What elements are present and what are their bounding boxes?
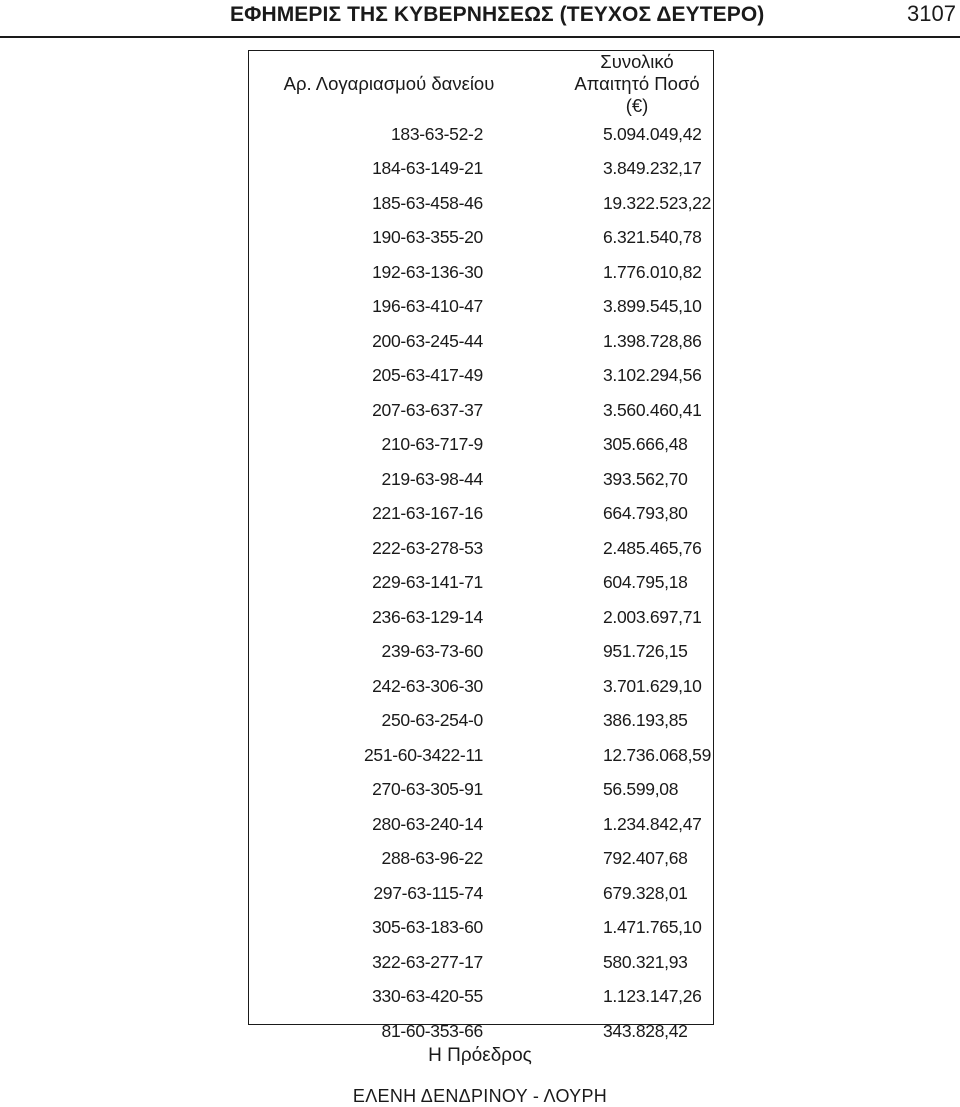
table-row [249, 704, 713, 739]
account-number-cell: 280-63-240-14 [372, 813, 483, 834]
table-row [249, 600, 713, 635]
amount-cell: 1.398.728,86 [603, 330, 702, 351]
account-number-cell: 185-63-458-46 [372, 192, 483, 213]
amount-cell: 604.795,18 [603, 572, 688, 593]
account-number-cell: 322-63-277-17 [372, 951, 483, 972]
account-number-cell: 207-63-637-37 [372, 399, 483, 420]
amount-cell: 305.666,48 [603, 434, 688, 455]
table-row [249, 669, 713, 704]
column-header-account: Αρ. Λογαριασμού δανείου [283, 73, 495, 94]
amount-cell: 792.407,68 [603, 848, 688, 869]
table-row [249, 497, 713, 532]
table-row [249, 1014, 713, 1049]
amount-cell: 580.321,93 [603, 951, 688, 972]
account-number-cell: 196-63-410-47 [372, 296, 483, 317]
amount-cell: 3.849.232,17 [603, 158, 702, 179]
column-header-amount-line2: Απαιτητό Ποσό (€) [574, 73, 700, 116]
amount-cell: 12.736.068,59 [603, 744, 712, 765]
page-header [0, 0, 960, 38]
account-number-cell: 229-63-141-71 [372, 572, 483, 593]
table-row [249, 773, 713, 808]
table-row [249, 807, 713, 842]
account-number-cell: 192-63-136-30 [372, 261, 483, 282]
account-number-cell: 250-63-254-0 [381, 710, 483, 731]
amount-cell: 19.322.523,22 [603, 192, 712, 213]
table-header-row [249, 51, 713, 117]
amount-cell: 3.899.545,10 [603, 296, 702, 317]
account-number-cell: 236-63-129-14 [372, 606, 483, 627]
table-row [249, 911, 713, 946]
table-body [249, 117, 713, 1049]
account-number-cell: 305-63-183-60 [372, 917, 483, 938]
account-number-cell: 222-63-278-53 [372, 537, 483, 558]
account-number-cell: 288-63-96-22 [381, 848, 483, 869]
table-row [249, 531, 713, 566]
amount-cell: 664.793,80 [603, 503, 688, 524]
column-header-amount [553, 51, 713, 117]
amount-cell: 1.776.010,82 [603, 261, 702, 282]
amount-cell: 1.234.842,47 [603, 813, 702, 834]
table-row [249, 186, 713, 221]
loan-accounts-table [248, 50, 714, 1041]
column-header-amount-line1: Συνολικό [600, 51, 674, 72]
amount-cell: 2.003.697,71 [603, 606, 702, 627]
amount-cell: 1.123.147,26 [603, 986, 702, 1007]
account-number-cell: 81-60-353-66 [381, 1020, 483, 1041]
account-number-cell: 190-63-355-20 [372, 227, 483, 248]
amount-cell: 2.485.465,76 [603, 537, 702, 558]
table-row [249, 117, 713, 152]
amount-cell: 5.094.049,42 [603, 123, 702, 144]
account-number-cell: 184-63-149-21 [372, 158, 483, 179]
amount-cell: 343.828,42 [603, 1020, 688, 1041]
amount-cell: 3.701.629,10 [603, 675, 702, 696]
amount-cell: 386.193,85 [603, 710, 688, 731]
amount-cell: 679.328,01 [603, 882, 688, 903]
account-number-cell: 330-63-420-55 [372, 986, 483, 1007]
account-number-cell: 210-63-717-9 [381, 434, 483, 455]
table-row [249, 738, 713, 773]
amount-cell: 56.599,08 [603, 779, 679, 800]
account-number-cell: 200-63-245-44 [372, 330, 483, 351]
table-row [249, 462, 713, 497]
page-number: 3107 [907, 1, 956, 26]
account-number-cell: 297-63-115-74 [373, 882, 483, 903]
table-row [249, 359, 713, 394]
gazette-title: ΕΦΗΜΕΡΙΣ ΤΗΣ ΚΥΒΕΡΝΗΣΕΩΣ (ΤΕΥΧΟΣ ΔΕΥΤΕΡΟ) [230, 3, 765, 26]
account-number-cell: 221-63-167-16 [372, 503, 483, 524]
table-row [249, 876, 713, 911]
account-number-cell: 270-63-305-91 [372, 779, 483, 800]
table-row [249, 635, 713, 670]
table-row [249, 428, 713, 463]
amount-cell: 951.726,15 [603, 641, 688, 662]
account-number-cell: 239-63-73-60 [381, 641, 483, 662]
table-row [249, 290, 713, 325]
account-number-cell: 219-63-98-44 [381, 468, 483, 489]
table-row [249, 221, 713, 256]
table-row [249, 980, 713, 1015]
table-row [249, 152, 713, 187]
table-row [249, 324, 713, 359]
table-row [249, 566, 713, 601]
signature-title: Η Πρόεδρος [428, 1045, 532, 1066]
amount-cell: 393.562,70 [603, 468, 688, 489]
amount-cell: 3.560.460,41 [603, 399, 702, 420]
table-row [249, 393, 713, 428]
account-number-cell: 205-63-417-49 [372, 365, 483, 386]
amount-cell: 1.471.765,10 [603, 917, 702, 938]
account-number-cell: 242-63-306-30 [372, 675, 483, 696]
signature-name: ΕΛΕΝΗ ΔΕΝΔΡΙΝΟΥ - ΛΟΥΡΗ [352, 1086, 608, 1106]
table-row [249, 945, 713, 980]
account-number-cell: 183-63-52-2 [390, 123, 483, 144]
amount-cell: 6.321.540,78 [603, 227, 702, 248]
table-row [249, 255, 713, 290]
account-number-cell: 251-60-3422-11 [363, 744, 483, 765]
table-row [249, 842, 713, 877]
amount-cell: 3.102.294,56 [603, 365, 702, 386]
